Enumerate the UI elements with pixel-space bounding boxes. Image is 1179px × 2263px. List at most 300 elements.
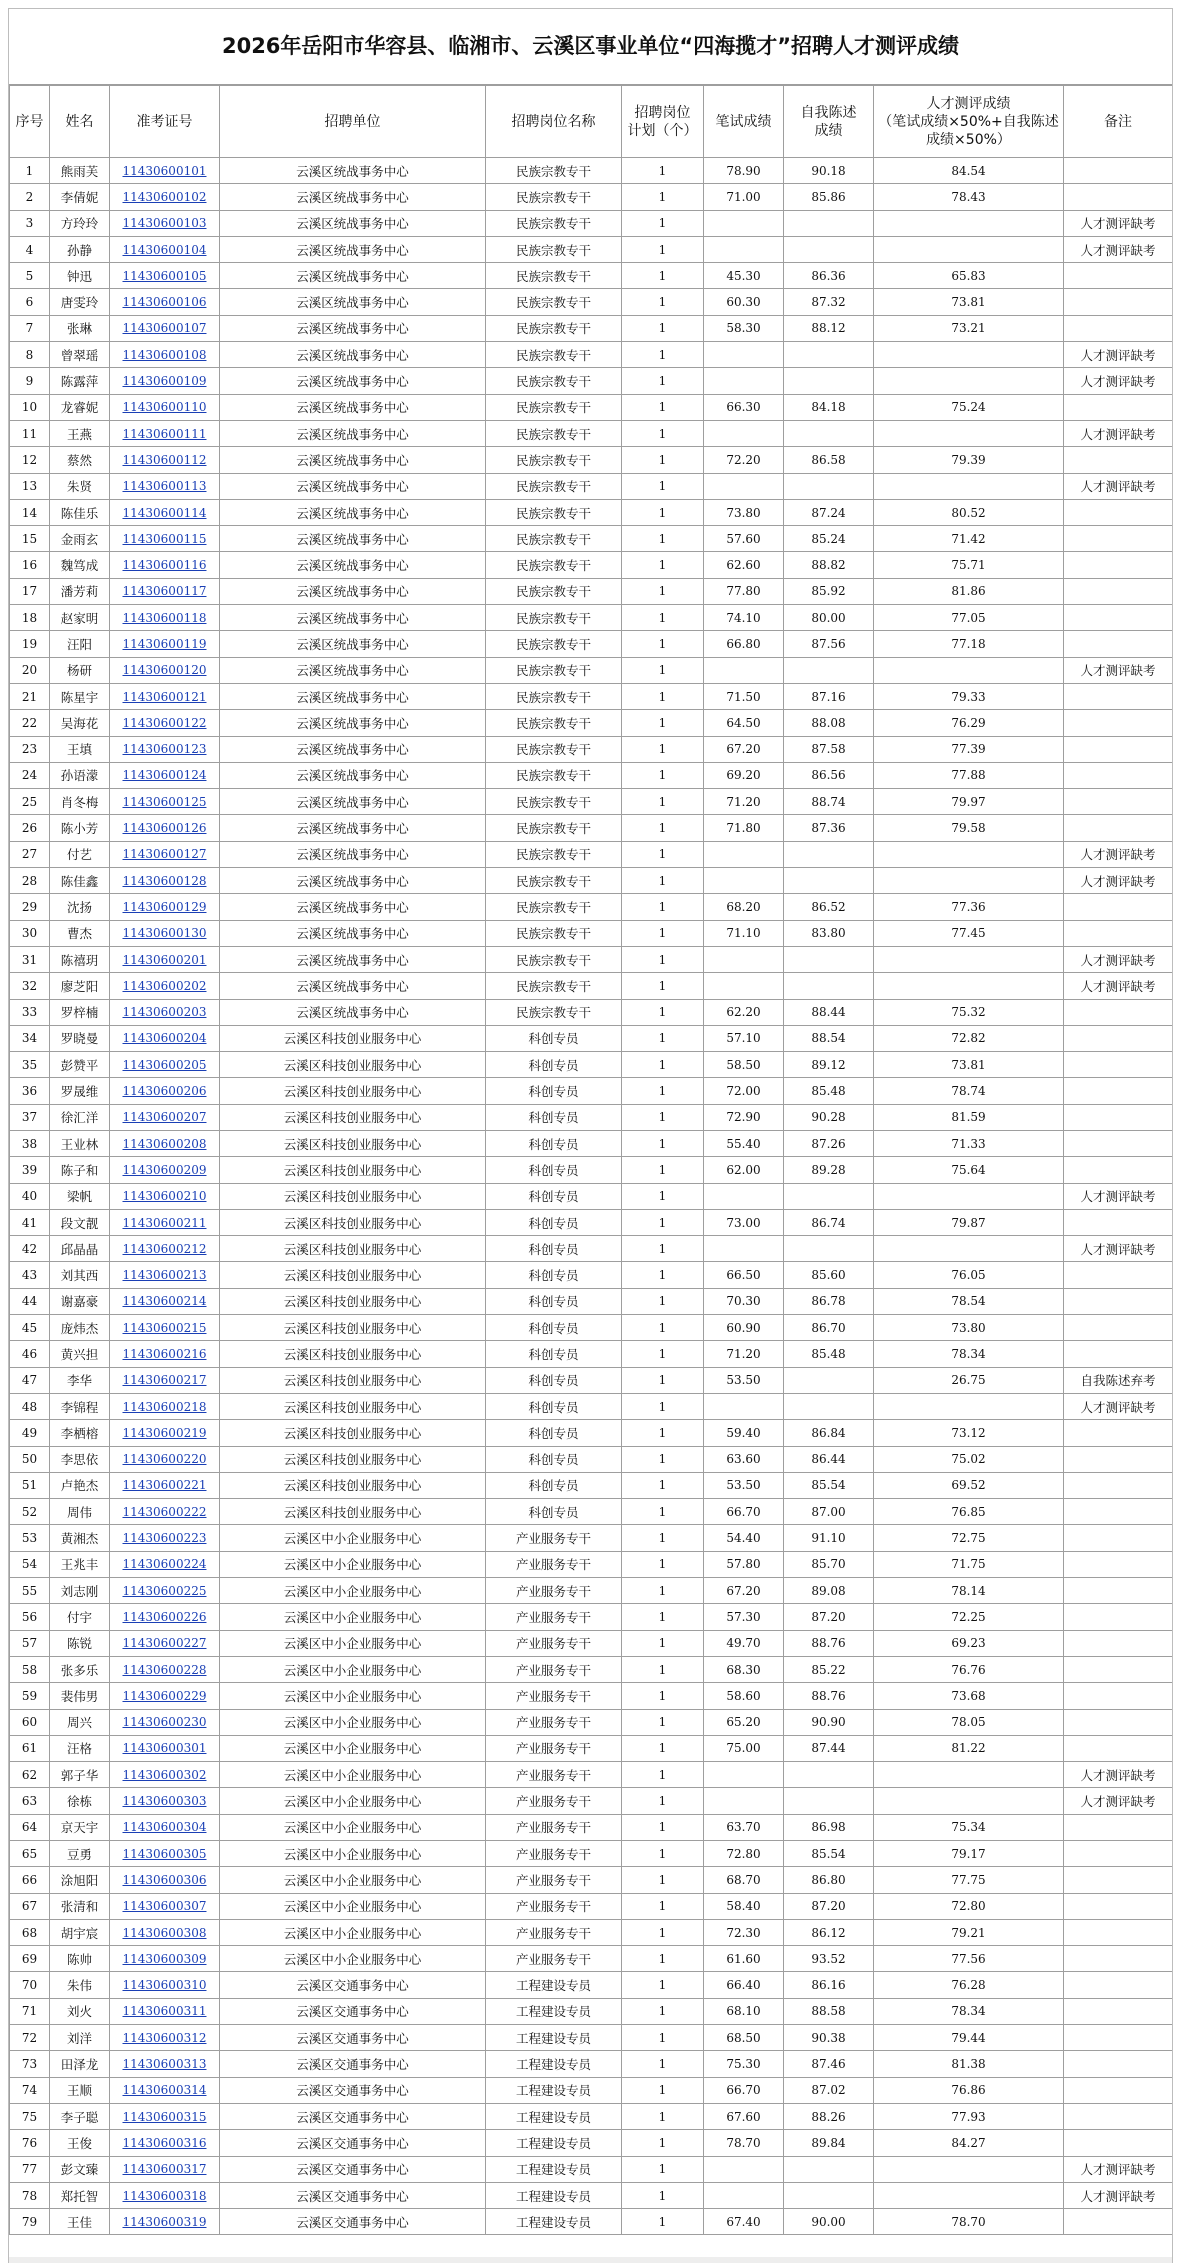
- plan-count: 1: [622, 1709, 704, 1735]
- row-index: 35: [10, 1052, 50, 1078]
- candidate-name: 沈扬: [50, 894, 110, 920]
- assessment-score: [874, 2156, 1064, 2182]
- exam-id: [110, 1998, 220, 2024]
- exam-id-link[interactable]: 11430600204: [122, 1031, 207, 1046]
- written-score: 71.00: [704, 184, 784, 210]
- assessment-score: 75.02: [874, 1446, 1064, 1472]
- exam-id-link[interactable]: 11430600215: [122, 1320, 207, 1335]
- exam-id-link[interactable]: 11430600316: [122, 2135, 207, 2150]
- statement-score: 86.98: [784, 1814, 874, 1840]
- table-row: [10, 1735, 1173, 1761]
- statement-score: 86.44: [784, 1446, 874, 1472]
- statement-score: 90.18: [784, 158, 874, 184]
- post: 产业服务专干: [486, 1525, 622, 1551]
- exam-id-link[interactable]: 11430600130: [122, 926, 207, 941]
- written-score: 75.00: [704, 1735, 784, 1761]
- unit: 云溪区统战事务中心: [220, 289, 486, 315]
- assessment-score: 65.83: [874, 263, 1064, 289]
- plan-count: 1: [622, 920, 704, 946]
- exam-id-link[interactable]: 11430600113: [122, 479, 207, 494]
- exam-id-link[interactable]: 11430600315: [122, 2109, 207, 2124]
- header-note: 备注: [1064, 86, 1173, 158]
- results-sheet: [8, 8, 1173, 2263]
- row-index: 8: [10, 342, 50, 368]
- candidate-name: 吴海花: [50, 710, 110, 736]
- exam-id-link[interactable]: 11430600201: [122, 952, 207, 967]
- exam-id-link[interactable]: 11430600305: [122, 1846, 207, 1861]
- exam-id-link[interactable]: 11430600314: [122, 2083, 207, 2098]
- exam-id-link[interactable]: 11430600304: [122, 1820, 207, 1835]
- plan-count: 1: [622, 1262, 704, 1288]
- assessment-score: [874, 210, 1064, 236]
- exam-id-link[interactable]: 11430600105: [122, 268, 207, 283]
- exam-id: [110, 210, 220, 236]
- written-score: [704, 973, 784, 999]
- written-score: 68.50: [704, 2025, 784, 2051]
- exam-id-link[interactable]: 11430600126: [122, 821, 207, 836]
- exam-id-link[interactable]: 11430600223: [122, 1531, 207, 1546]
- note: [1064, 2103, 1173, 2129]
- row-index: 58: [10, 1656, 50, 1682]
- exam-id-link[interactable]: 11430600318: [122, 2188, 207, 2203]
- table-row: [10, 1946, 1173, 1972]
- row-index: 73: [10, 2051, 50, 2077]
- note: [1064, 1604, 1173, 1630]
- exam-id-link[interactable]: 11430600319: [122, 2214, 207, 2229]
- exam-id: [110, 605, 220, 631]
- written-score: 66.30: [704, 394, 784, 420]
- assessment-score: 84.27: [874, 2130, 1064, 2156]
- exam-id-link[interactable]: 11430600120: [122, 663, 207, 678]
- exam-id-link[interactable]: 11430600210: [122, 1189, 207, 1204]
- post: 民族宗教专干: [486, 920, 622, 946]
- table-row: [10, 1262, 1173, 1288]
- assessment-score: [874, 946, 1064, 972]
- exam-id-link[interactable]: 11430600109: [122, 374, 207, 389]
- plan-count: 1: [622, 1446, 704, 1472]
- note: 人才测评缺考: [1064, 2182, 1173, 2208]
- plan-count: 1: [622, 1078, 704, 1104]
- written-score: 78.70: [704, 2130, 784, 2156]
- plan-count: 1: [622, 526, 704, 552]
- statement-score: [784, 946, 874, 972]
- row-index: 15: [10, 526, 50, 552]
- exam-id-link[interactable]: 11430600115: [122, 531, 207, 546]
- post: 民族宗教专干: [486, 868, 622, 894]
- row-index: 45: [10, 1315, 50, 1341]
- exam-id-link[interactable]: 11430600106: [122, 295, 207, 310]
- statement-score: [784, 2182, 874, 2208]
- exam-id-link[interactable]: 11430600125: [122, 794, 207, 809]
- written-score: 63.60: [704, 1446, 784, 1472]
- table-row: [10, 920, 1173, 946]
- exam-id-link[interactable]: 11430600307: [122, 1899, 207, 1914]
- exam-id-link[interactable]: 11430600310: [122, 1978, 207, 1993]
- candidate-name: 王燕: [50, 420, 110, 446]
- exam-id-link[interactable]: 11430600127: [122, 847, 207, 862]
- exam-id-link[interactable]: 11430600124: [122, 768, 207, 783]
- exam-id-link[interactable]: 11430600118: [122, 610, 207, 625]
- post: 工程建设专员: [486, 2077, 622, 2103]
- written-score: 55.40: [704, 1130, 784, 1156]
- table-row: [10, 1656, 1173, 1682]
- unit: 云溪区科技创业服务中心: [220, 1341, 486, 1367]
- written-score: [704, 236, 784, 262]
- exam-id-link[interactable]: 11430600214: [122, 1294, 207, 1309]
- exam-id: [110, 1236, 220, 1262]
- post: 产业服务专干: [486, 1578, 622, 1604]
- exam-id-link[interactable]: 11430600225: [122, 1583, 207, 1598]
- note: [1064, 1288, 1173, 1314]
- exam-id-link[interactable]: 11430600103: [122, 216, 207, 231]
- plan-count: 1: [622, 2209, 704, 2235]
- plan-count: 1: [622, 710, 704, 736]
- post: 工程建设专员: [486, 1972, 622, 1998]
- exam-id-link[interactable]: 11430600108: [122, 347, 207, 362]
- post: 科创专员: [486, 1472, 622, 1498]
- table-row: [10, 657, 1173, 683]
- candidate-name: 涂旭阳: [50, 1867, 110, 1893]
- candidate-name: 黄湘杰: [50, 1525, 110, 1551]
- exam-id-link[interactable]: 11430600217: [122, 1373, 207, 1388]
- row-index: 68: [10, 1919, 50, 1945]
- exam-id-link[interactable]: 11430600226: [122, 1609, 207, 1624]
- exam-id: [110, 342, 220, 368]
- post: 民族宗教专干: [486, 999, 622, 1025]
- exam-id-link[interactable]: 11430600306: [122, 1872, 207, 1887]
- table-row: [10, 710, 1173, 736]
- exam-id-link[interactable]: 11430600128: [122, 873, 207, 888]
- exam-id: [110, 1446, 220, 1472]
- exam-id-link[interactable]: 11430600211: [122, 1215, 207, 1230]
- assessment-score: 69.52: [874, 1472, 1064, 1498]
- candidate-name: 郭子华: [50, 1762, 110, 1788]
- statement-score: 86.74: [784, 1209, 874, 1235]
- statement-score: 88.76: [784, 1630, 874, 1656]
- exam-id-link[interactable]: 11430600101: [122, 163, 207, 178]
- written-score: [704, 473, 784, 499]
- table-row: [10, 499, 1173, 525]
- note: [1064, 2077, 1173, 2103]
- post: 民族宗教专干: [486, 973, 622, 999]
- exam-id-link[interactable]: 11430600119: [122, 636, 207, 651]
- exam-id-link[interactable]: 11430600317: [122, 2162, 207, 2177]
- unit: 云溪区科技创业服务中心: [220, 1078, 486, 1104]
- exam-id: [110, 1656, 220, 1682]
- row-index: 74: [10, 2077, 50, 2103]
- assessment-score: 78.74: [874, 1078, 1064, 1104]
- statement-score: 90.00: [784, 2209, 874, 2235]
- note: [1064, 894, 1173, 920]
- statement-score: 88.82: [784, 552, 874, 578]
- exam-id-link[interactable]: 11430600313: [122, 2057, 207, 2072]
- written-score: [704, 657, 784, 683]
- note: [1064, 184, 1173, 210]
- candidate-name: 陈佳鑫: [50, 868, 110, 894]
- exam-id: [110, 1288, 220, 1314]
- table-row: [10, 1315, 1173, 1341]
- row-index: 2: [10, 184, 50, 210]
- written-score: 71.10: [704, 920, 784, 946]
- post: 产业服务专干: [486, 1735, 622, 1761]
- written-score: 74.10: [704, 605, 784, 631]
- written-score: 53.50: [704, 1367, 784, 1393]
- exam-id-link[interactable]: 11430600213: [122, 1268, 207, 1283]
- table-row: [10, 1446, 1173, 1472]
- note: 人才测评缺考: [1064, 946, 1173, 972]
- unit: 云溪区统战事务中心: [220, 473, 486, 499]
- exam-id-link[interactable]: 11430600308: [122, 1925, 207, 1940]
- candidate-name: 陈锐: [50, 1630, 110, 1656]
- exam-id-link[interactable]: 11430600122: [122, 715, 207, 730]
- table-row: [10, 2209, 1173, 2235]
- exam-id: [110, 1788, 220, 1814]
- note: [1064, 1130, 1173, 1156]
- exam-id-link[interactable]: 11430600110: [122, 400, 207, 415]
- exam-id: [110, 315, 220, 341]
- written-score: 64.50: [704, 710, 784, 736]
- exam-id: [110, 1393, 220, 1419]
- exam-id-link[interactable]: 11430600228: [122, 1662, 207, 1677]
- written-score: 54.40: [704, 1525, 784, 1551]
- exam-id-link[interactable]: 11430600219: [122, 1425, 207, 1440]
- exam-id-link[interactable]: 11430600121: [122, 689, 207, 704]
- unit: 云溪区中小企业服务中心: [220, 1762, 486, 1788]
- exam-id: [110, 1262, 220, 1288]
- plan-count: 1: [622, 1130, 704, 1156]
- unit: 云溪区统战事务中心: [220, 762, 486, 788]
- row-index: 44: [10, 1288, 50, 1314]
- plan-count: 1: [622, 1578, 704, 1604]
- post: 民族宗教专干: [486, 762, 622, 788]
- candidate-name: 王业林: [50, 1130, 110, 1156]
- note: [1064, 1841, 1173, 1867]
- statement-score: 89.12: [784, 1052, 874, 1078]
- row-index: 32: [10, 973, 50, 999]
- post: 民族宗教专干: [486, 473, 622, 499]
- candidate-name: 彭赞平: [50, 1052, 110, 1078]
- candidate-name: 刘志刚: [50, 1578, 110, 1604]
- table-row: [10, 263, 1173, 289]
- exam-id-link[interactable]: 11430600111: [122, 426, 207, 441]
- row-index: 6: [10, 289, 50, 315]
- candidate-name: 京天宇: [50, 1814, 110, 1840]
- statement-score: 90.38: [784, 2025, 874, 2051]
- exam-id-link[interactable]: 11430600102: [122, 189, 207, 204]
- note: [1064, 1551, 1173, 1577]
- exam-id-link[interactable]: 11430600212: [122, 1241, 207, 1256]
- post: 产业服务专干: [486, 1841, 622, 1867]
- unit: 云溪区交通事务中心: [220, 2077, 486, 2103]
- post: 民族宗教专干: [486, 368, 622, 394]
- post: 工程建设专员: [486, 2025, 622, 2051]
- statement-score: [784, 2156, 874, 2182]
- assessment-score: 77.56: [874, 1946, 1064, 1972]
- assessment-score: 75.34: [874, 1814, 1064, 1840]
- note: 人才测评缺考: [1064, 420, 1173, 446]
- note: [1064, 1052, 1173, 1078]
- exam-id: [110, 946, 220, 972]
- exam-id-link[interactable]: 11430600227: [122, 1636, 207, 1651]
- unit: 云溪区科技创业服务中心: [220, 1393, 486, 1419]
- plan-count: 1: [622, 368, 704, 394]
- exam-id-link[interactable]: 11430600309: [122, 1951, 207, 1966]
- assessment-score: 75.32: [874, 999, 1064, 1025]
- candidate-name: 陈星宇: [50, 683, 110, 709]
- candidate-name: 裴伟男: [50, 1683, 110, 1709]
- post: 工程建设专员: [486, 2182, 622, 2208]
- written-score: 65.20: [704, 1709, 784, 1735]
- exam-id: [110, 526, 220, 552]
- exam-id-link[interactable]: 11430600203: [122, 1005, 207, 1020]
- candidate-name: 金雨玄: [50, 526, 110, 552]
- table-row: [10, 1052, 1173, 1078]
- exam-id: [110, 263, 220, 289]
- table-row: [10, 1025, 1173, 1051]
- exam-id-link[interactable]: 11430600208: [122, 1136, 207, 1151]
- assessment-score: 73.81: [874, 1052, 1064, 1078]
- exam-id: [110, 789, 220, 815]
- statement-score: 85.92: [784, 578, 874, 604]
- post: 产业服务专干: [486, 1946, 622, 1972]
- note: [1064, 789, 1173, 815]
- exam-id-link[interactable]: 11430600207: [122, 1110, 207, 1125]
- note: [1064, 815, 1173, 841]
- table-row: [10, 1130, 1173, 1156]
- written-score: 49.70: [704, 1630, 784, 1656]
- row-index: 22: [10, 710, 50, 736]
- candidate-name: 张多乐: [50, 1656, 110, 1682]
- statement-score: 87.00: [784, 1499, 874, 1525]
- statement-score: [784, 657, 874, 683]
- assessment-score: 79.21: [874, 1919, 1064, 1945]
- assessment-score: 78.05: [874, 1709, 1064, 1735]
- note: [1064, 1262, 1173, 1288]
- exam-id-link[interactable]: 11430600114: [122, 505, 207, 520]
- post: 科创专员: [486, 1393, 622, 1419]
- exam-id-link[interactable]: 11430600107: [122, 321, 207, 336]
- exam-id-link[interactable]: 11430600123: [122, 742, 207, 757]
- post: 民族宗教专干: [486, 552, 622, 578]
- statement-score: 89.28: [784, 1157, 874, 1183]
- exam-id-link[interactable]: 11430600104: [122, 242, 207, 257]
- plan-count: 1: [622, 1919, 704, 1945]
- unit: 云溪区交通事务中心: [220, 2182, 486, 2208]
- exam-id-link[interactable]: 11430600230: [122, 1715, 207, 1730]
- row-index: 9: [10, 368, 50, 394]
- exam-id: [110, 841, 220, 867]
- plan-count: 1: [622, 1735, 704, 1761]
- assessment-score: 79.33: [874, 683, 1064, 709]
- row-index: 69: [10, 1946, 50, 1972]
- header-assessment-score: 人才测评成绩 （笔试成绩×50%+自我陈述 成绩×50%）: [874, 86, 1064, 158]
- statement-score: 89.08: [784, 1578, 874, 1604]
- exam-id-link[interactable]: 11430600117: [122, 584, 207, 599]
- exam-id-link[interactable]: 11430600303: [122, 1794, 207, 1809]
- note: [1064, 2209, 1173, 2235]
- written-score: 77.80: [704, 578, 784, 604]
- assessment-score: [874, 236, 1064, 262]
- exam-id: [110, 1630, 220, 1656]
- note: 人才测评缺考: [1064, 1183, 1173, 1209]
- exam-id-link[interactable]: 11430600209: [122, 1162, 207, 1177]
- row-index: 17: [10, 578, 50, 604]
- unit: 云溪区科技创业服务中心: [220, 1367, 486, 1393]
- note: [1064, 1446, 1173, 1472]
- candidate-name: 李华: [50, 1367, 110, 1393]
- plan-count: 1: [622, 158, 704, 184]
- exam-id-link[interactable]: 11430600222: [122, 1504, 207, 1519]
- exam-id: [110, 1525, 220, 1551]
- exam-id-link[interactable]: 11430600220: [122, 1452, 207, 1467]
- exam-id-link[interactable]: 11430600301: [122, 1741, 207, 1756]
- written-score: [704, 868, 784, 894]
- exam-id-link[interactable]: 11430600202: [122, 978, 207, 993]
- exam-id: [110, 368, 220, 394]
- assessment-score: 69.23: [874, 1630, 1064, 1656]
- exam-id-link[interactable]: 11430600112: [122, 452, 207, 467]
- unit: 云溪区统战事务中心: [220, 868, 486, 894]
- exam-id-link[interactable]: 11430600116: [122, 558, 207, 573]
- unit: 云溪区统战事务中心: [220, 315, 486, 341]
- candidate-name: 陈小芳: [50, 815, 110, 841]
- exam-id-link[interactable]: 11430600216: [122, 1347, 207, 1361]
- post: 民族宗教专干: [486, 710, 622, 736]
- exam-id: [110, 2077, 220, 2103]
- exam-id-link[interactable]: 11430600129: [122, 899, 207, 914]
- candidate-name: 李栖榕: [50, 1420, 110, 1446]
- statement-score: [784, 973, 874, 999]
- exam-id-link[interactable]: 11430600229: [122, 1688, 207, 1703]
- statement-score: 86.56: [784, 762, 874, 788]
- post: 科创专员: [486, 1130, 622, 1156]
- assessment-score: [874, 1762, 1064, 1788]
- exam-id: [110, 1735, 220, 1761]
- unit: 云溪区科技创业服务中心: [220, 1157, 486, 1183]
- row-index: 39: [10, 1157, 50, 1183]
- exam-id-link[interactable]: 11430600224: [122, 1557, 207, 1572]
- statement-score: 87.58: [784, 736, 874, 762]
- exam-id-link[interactable]: 11430600206: [122, 1084, 207, 1099]
- note: [1064, 499, 1173, 525]
- row-index: 70: [10, 1972, 50, 1998]
- exam-id-link[interactable]: 11430600311: [122, 2004, 207, 2019]
- written-score: 60.30: [704, 289, 784, 315]
- statement-score: 87.24: [784, 499, 874, 525]
- plan-count: 1: [622, 631, 704, 657]
- exam-id-link[interactable]: 11430600302: [122, 1767, 207, 1782]
- exam-id: [110, 920, 220, 946]
- candidate-name: 李锦程: [50, 1393, 110, 1419]
- note: 人才测评缺考: [1064, 368, 1173, 394]
- unit: 云溪区统战事务中心: [220, 342, 486, 368]
- exam-id-link[interactable]: 11430600312: [122, 2030, 207, 2045]
- note: [1064, 736, 1173, 762]
- unit: 云溪区统战事务中心: [220, 946, 486, 972]
- written-score: 71.20: [704, 789, 784, 815]
- exam-id: [110, 1025, 220, 1051]
- unit: 云溪区中小企业服务中心: [220, 1604, 486, 1630]
- table-row: [10, 289, 1173, 315]
- row-index: 3: [10, 210, 50, 236]
- exam-id-link[interactable]: 11430600221: [122, 1478, 207, 1493]
- exam-id-link[interactable]: 11430600218: [122, 1399, 207, 1414]
- candidate-name: 蔡然: [50, 447, 110, 473]
- unit: 云溪区统战事务中心: [220, 526, 486, 552]
- written-score: 72.90: [704, 1104, 784, 1130]
- header-post: 招聘岗位名称: [486, 86, 622, 158]
- exam-id-link[interactable]: 11430600205: [122, 1057, 207, 1072]
